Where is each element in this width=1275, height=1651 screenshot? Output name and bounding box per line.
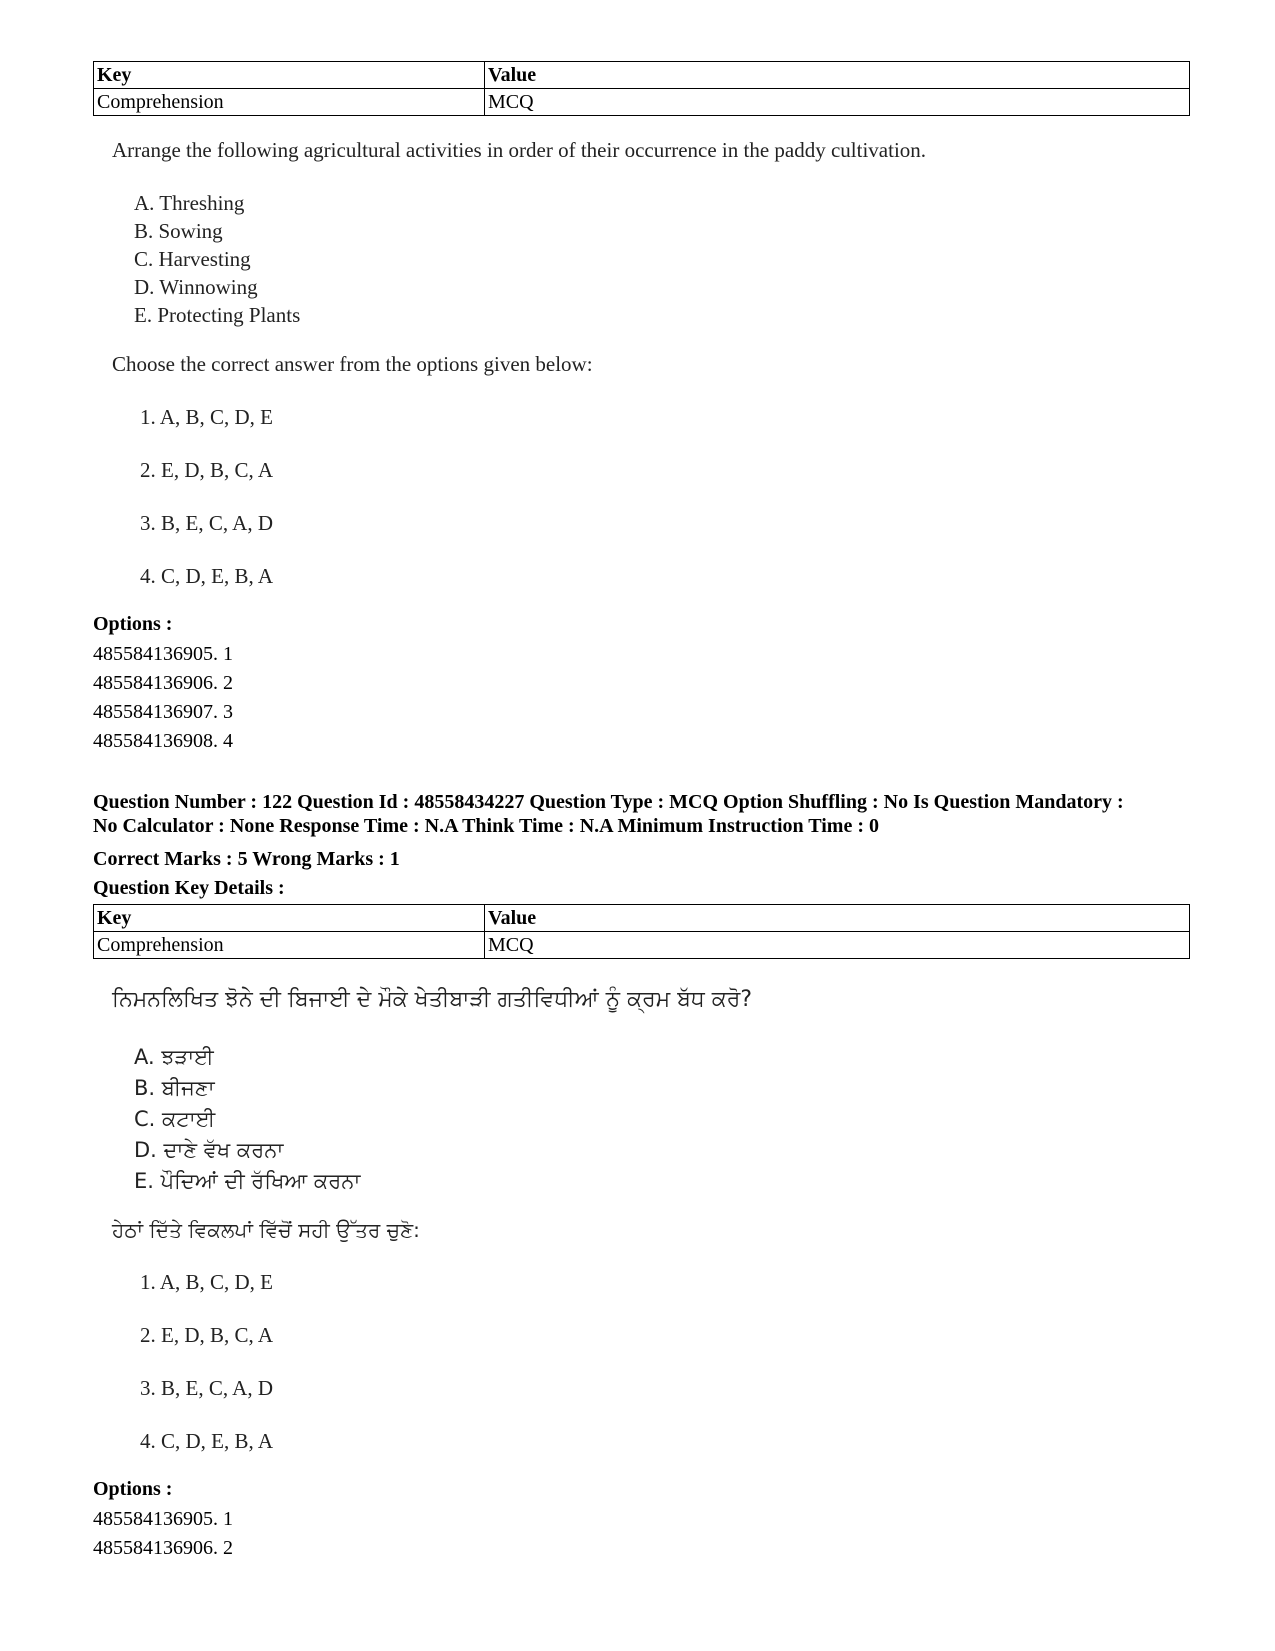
key-details-label: Question Key Details : xyxy=(93,877,285,899)
table-row xyxy=(94,89,1190,116)
answer-choice: 1. A, B, C, D, E xyxy=(140,1270,274,1294)
table-header-key: Key xyxy=(94,62,485,89)
answer-choice: 1. A, B, C, D, E xyxy=(140,405,274,429)
answer-choice: 2. E, D, B, C, A xyxy=(140,458,274,482)
question-stem: Arrange the following agricultural activities in order of their occurrence in the paddy cultivation. xyxy=(112,138,927,162)
list-item: C. ਕਟਾਈ xyxy=(134,1107,216,1131)
answer-choice: 4. C, D, E, B, A xyxy=(140,564,274,588)
activity-list xyxy=(134,189,300,329)
list-item: C. Harvesting xyxy=(134,247,251,271)
answer-choice: 3. B, E, C, A, D xyxy=(140,1376,274,1400)
list-item: D. Winnowing xyxy=(134,275,258,299)
choose-instruction: ਹੇਠਾਂ ਦਿੱਤੇ ਵਿਕਲਪਾਂ ਵਿੱਚੋਂ ਸਹੀ ਉੱਤਰ ਚੁਣੋ: xyxy=(112,1218,420,1242)
table-header-value: Value xyxy=(485,905,1190,932)
answer-choice: 4. C, D, E, B, A xyxy=(140,1429,274,1453)
table-header-row xyxy=(94,905,1190,932)
table-cell-key: Comprehension xyxy=(94,932,485,959)
table-cell-key: Comprehension xyxy=(94,89,485,116)
options-label: Options : xyxy=(93,1478,173,1500)
list-item: E. Protecting Plants xyxy=(134,303,301,327)
activity-list xyxy=(134,1042,360,1197)
list-item: B. Sowing xyxy=(134,219,223,243)
options-list xyxy=(93,640,233,756)
table-header-key: Key xyxy=(94,905,485,932)
marks-line: Correct Marks : 5 Wrong Marks : 1 xyxy=(93,848,400,870)
option-item: 485584136905. 1 xyxy=(93,643,233,665)
question-key-table xyxy=(93,904,1190,959)
list-item: E. ਪੌਦਿਆਂ ਦੀ ਰੱਖਿਆ ਕਰਨਾ xyxy=(134,1169,361,1193)
options-label: Options : xyxy=(93,613,173,635)
option-item: 485584136905. 1 xyxy=(93,1508,233,1530)
list-item: A. Threshing xyxy=(134,191,245,215)
list-item: B. ਬੀਜਣਾ xyxy=(134,1076,215,1100)
question-stem: ਨਿਮਨਲਿਖਿਤ ਝੋਨੇ ਦੀ ਬਿਜਾਈ ਦੇ ਮੌਕੇ ਖੇਤੀਬਾੜੀ ਗਤੀਵਿਧੀਆਂ ਨੂੰ ਕ੍ਰਮ ਬੱਧ ਕਰੋ? xyxy=(112,987,753,1012)
choose-instruction: Choose the correct answer from the options given below: xyxy=(112,352,593,376)
list-item: D. ਦਾਣੇ ਵੱਖ ਕਰਨਾ xyxy=(134,1138,284,1162)
option-item: 485584136907. 3 xyxy=(93,701,233,723)
table-header-row xyxy=(94,62,1190,89)
option-item: 485584136906. 2 xyxy=(93,672,233,694)
option-item: 485584136906. 2 xyxy=(93,1537,233,1559)
question-meta-line: Question Number : 122 Question Id : 48558434227 Question Type : MCQ Option Shuffling : No Is Question Mandatory : xyxy=(93,791,1124,813)
options-list xyxy=(93,1505,233,1563)
question-meta-line: No Calculator : None Response Time : N.A Think Time : N.A Minimum Instruction Time : 0 xyxy=(93,815,879,837)
answer-choice: 3. B, E, C, A, D xyxy=(140,511,274,535)
table-cell-value: MCQ xyxy=(485,932,1190,959)
question-meta xyxy=(93,790,1213,838)
answer-choice: 2. E, D, B, C, A xyxy=(140,1323,274,1347)
question-key-table xyxy=(93,61,1190,116)
list-item: A. ਝੜਾਈ xyxy=(134,1045,214,1069)
table-row xyxy=(94,932,1190,959)
table-cell-value: MCQ xyxy=(485,89,1190,116)
option-item: 485584136908. 4 xyxy=(93,730,233,752)
table-header-value: Value xyxy=(485,62,1190,89)
